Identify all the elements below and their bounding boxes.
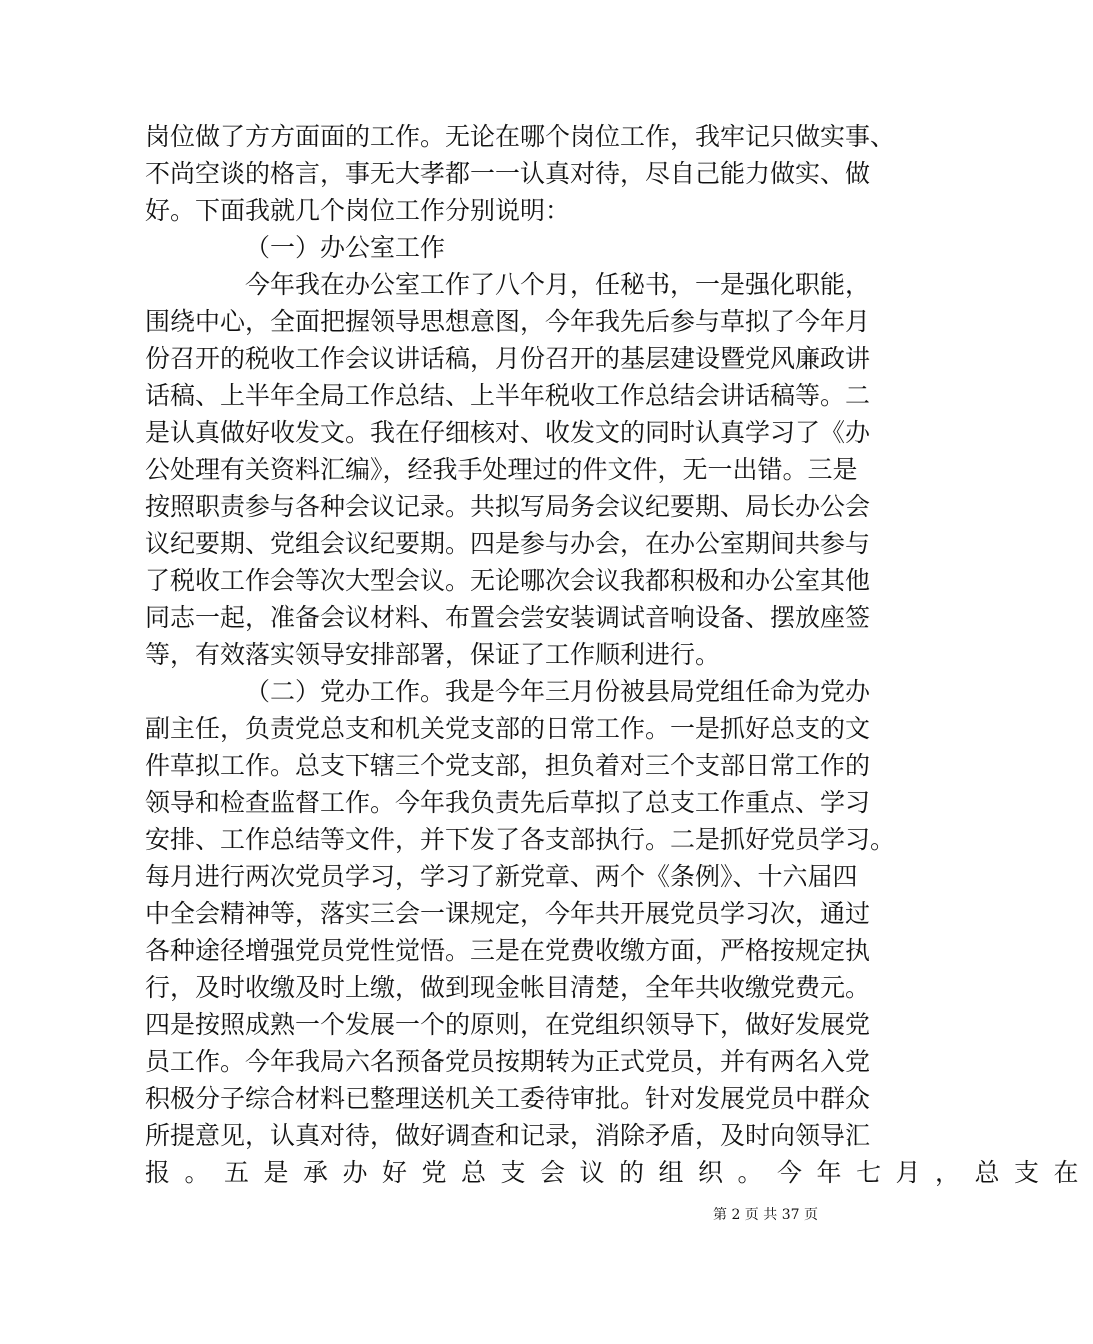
text-line: 所提意见，认真对待，做好调查和记录，消除矛盾，及时向领导汇 <box>145 1121 871 1150</box>
text-line: 话稿、上半年全局工作总结、上半年税收工作总结会讲话稿等。二 <box>145 381 871 410</box>
text-line: 四是按照成熟一个发展一个的原则，在党组织领导下，做好发展党 <box>145 1010 871 1039</box>
paragraph-first-line: 今年我在办公室工作了八个月，任秘书，一是强化职能， <box>245 270 871 299</box>
text-line: 每月进行两次党员学习，学习了新党章、两个《条例》、十六届四 <box>145 862 858 891</box>
text-line: 领导和检查监督工作。今年我负责先后草拟了总支工作重点、学习 <box>145 788 871 817</box>
text-line: 围绕中心，全面把握领导思想意图，今年我先后参与草拟了今年月 <box>145 307 871 336</box>
section-heading-office: （一）办公室工作 <box>245 233 446 262</box>
text-line: 各种途径增强党员党性觉悟。三是在党费收缴方面，严格按规定执 <box>145 936 871 965</box>
text-line: 份召开的税收工作会议讲话稿，月份召开的基层建设暨党风廉政讲 <box>145 344 871 373</box>
text-line: 副主任，负责党总支和机关党支部的日常工作。一是抓好总支的文 <box>145 714 871 743</box>
text-line: 同志一起，准备会议材料、布置会尝安装调试音响设备、摆放座签 <box>145 603 871 632</box>
text-line: 积极分子综合材料已整理送机关工委待审批。针对发展党员中群众 <box>145 1084 871 1113</box>
text-line: 公处理有关资料汇编》，经我手处理过的件文件，无一出错。三是 <box>145 455 858 484</box>
text-line: 岗位做了方方面面的工作。无论在哪个岗位工作，我牢记只做实事、 <box>145 122 896 151</box>
page-number: 第 2 页 共 37 页 <box>713 1207 818 1223</box>
text-line: 了税收工作会等次大型会议。无论哪次会议我都积极和办公室其他 <box>145 566 871 595</box>
text-line: 安排、工作总结等文件，并下发了各支部执行。二是抓好党员学习。 <box>145 825 896 854</box>
text-line: 按照职责参与各种会议记录。共拟写局务会议纪要期、局长办公会 <box>145 492 871 521</box>
text-line: 等，有效落实领导安排部署，保证了工作顺利进行。 <box>145 640 721 669</box>
text-line: 中全会精神等，落实三会一课规定，今年共开展党员学习次，通过 <box>145 899 871 928</box>
text-line: 员工作。今年我局六名预备党员按期转为正式党员，并有两名入党 <box>145 1047 871 1076</box>
text-line: 议纪要期、党组会议纪要期。四是参与办会，在办公室期间共参与 <box>145 529 871 558</box>
text-line: 好。下面我就几个岗位工作分别说明： <box>145 196 571 225</box>
text-line: 件草拟工作。总支下辖三个党支部，担负着对三个支部日常工作的 <box>145 751 871 780</box>
text-line: 报。五是承办好党总支会议的组织。今年七月，总支在 <box>145 1158 1093 1187</box>
text-line: 行，及时收缴及时上缴，做到现金帐目清楚，全年共收缴党费元。 <box>145 973 871 1002</box>
text-line: 不尚空谈的格言，事无大孝都一一认真对待，尽自己能力做实、做 <box>145 159 871 188</box>
text-line: 是认真做好收发文。我在仔细核对、收发文的同时认真学习了《办 <box>145 418 871 447</box>
section-heading-party-office: （二）党办工作。我是今年三月份被县局党组任命为党办 <box>245 677 871 706</box>
